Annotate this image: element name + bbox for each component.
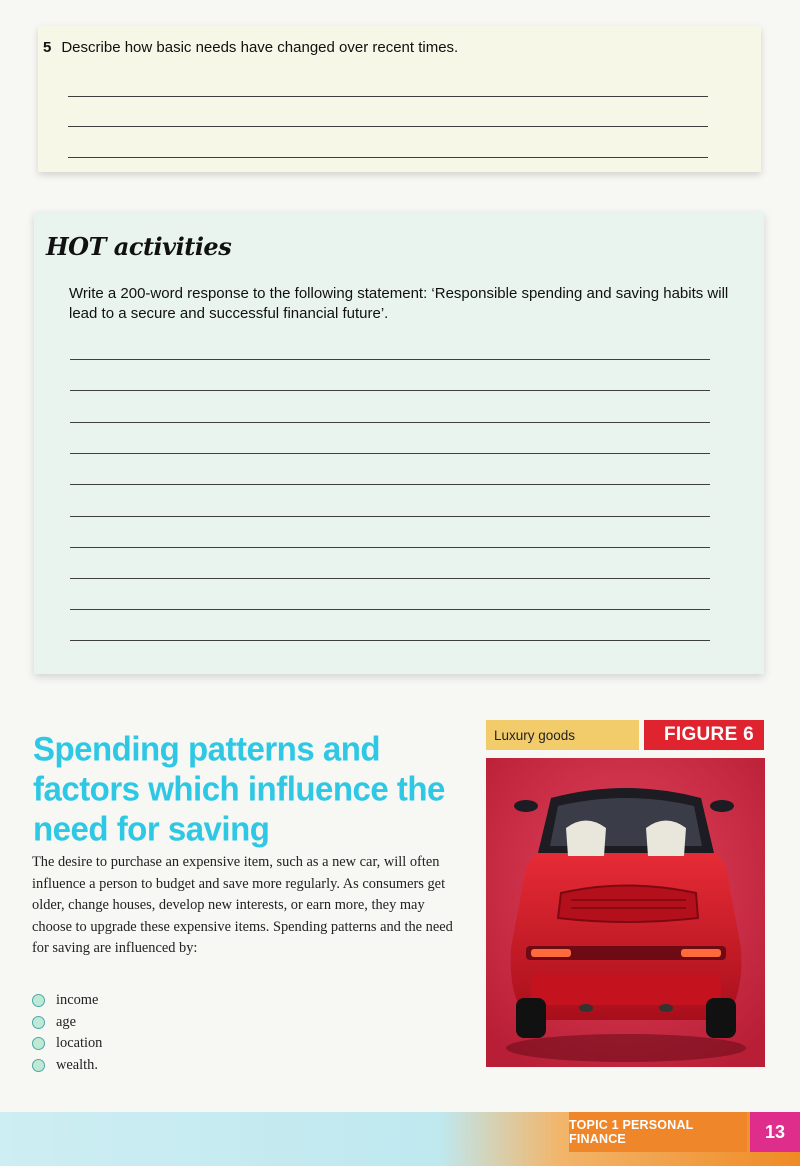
- bullet-icon: [32, 1016, 45, 1029]
- list-item: income: [32, 990, 102, 1012]
- answer-line: [68, 96, 708, 97]
- answer-line: [68, 157, 708, 158]
- car-photo: [486, 758, 765, 1067]
- bullet-icon: [32, 994, 45, 1007]
- bullet-icon: [32, 1037, 45, 1050]
- influence-list: [32, 990, 102, 1076]
- question-text: Describe how basic needs have changed over recent times.: [61, 39, 459, 56]
- list-item: wealth.: [32, 1055, 102, 1077]
- answer-line: [70, 547, 710, 548]
- answer-line: [70, 609, 710, 610]
- answer-line: [70, 484, 710, 485]
- list-item: age: [32, 1012, 102, 1034]
- answer-line: [70, 422, 710, 423]
- footer-topic: TOPIC 1 PERSONAL FINANCE: [569, 1112, 747, 1152]
- answer-line: [68, 126, 708, 127]
- figure-caption: Luxury goods: [486, 720, 639, 750]
- answer-line: [70, 516, 710, 517]
- hot-activities-box: [34, 212, 764, 674]
- bullet-icon: [32, 1059, 45, 1072]
- answer-line: [70, 359, 710, 360]
- list-item: location: [32, 1033, 102, 1055]
- page-number: 13: [750, 1112, 800, 1152]
- answer-line: [70, 453, 710, 454]
- figure-label: FIGURE 6: [644, 720, 764, 750]
- answer-line: [70, 578, 710, 579]
- question-number: 5: [43, 39, 52, 56]
- question-5-box: [38, 26, 761, 172]
- answer-line: [70, 640, 710, 641]
- answer-line: [70, 390, 710, 391]
- question-5: [43, 39, 458, 56]
- hot-activities-title: HOT activities: [46, 232, 232, 261]
- hot-activities-prompt: Write a 200-word response to the following statement: ‘Responsible spending and saving habits will lead to a secure and successful financial future’.: [69, 285, 729, 322]
- section-body: The desire to purchase an expensive item, such as a new car, will often influence a person to budget and save more regularly. As consumers get older, change houses, develop new interests, or earn more, they may choose to upgrade these expensive items. Spending patterns and the need for saving are influenced by:: [32, 854, 453, 956]
- section-heading: Spending patterns and factors which influence the need for saving: [33, 729, 445, 848]
